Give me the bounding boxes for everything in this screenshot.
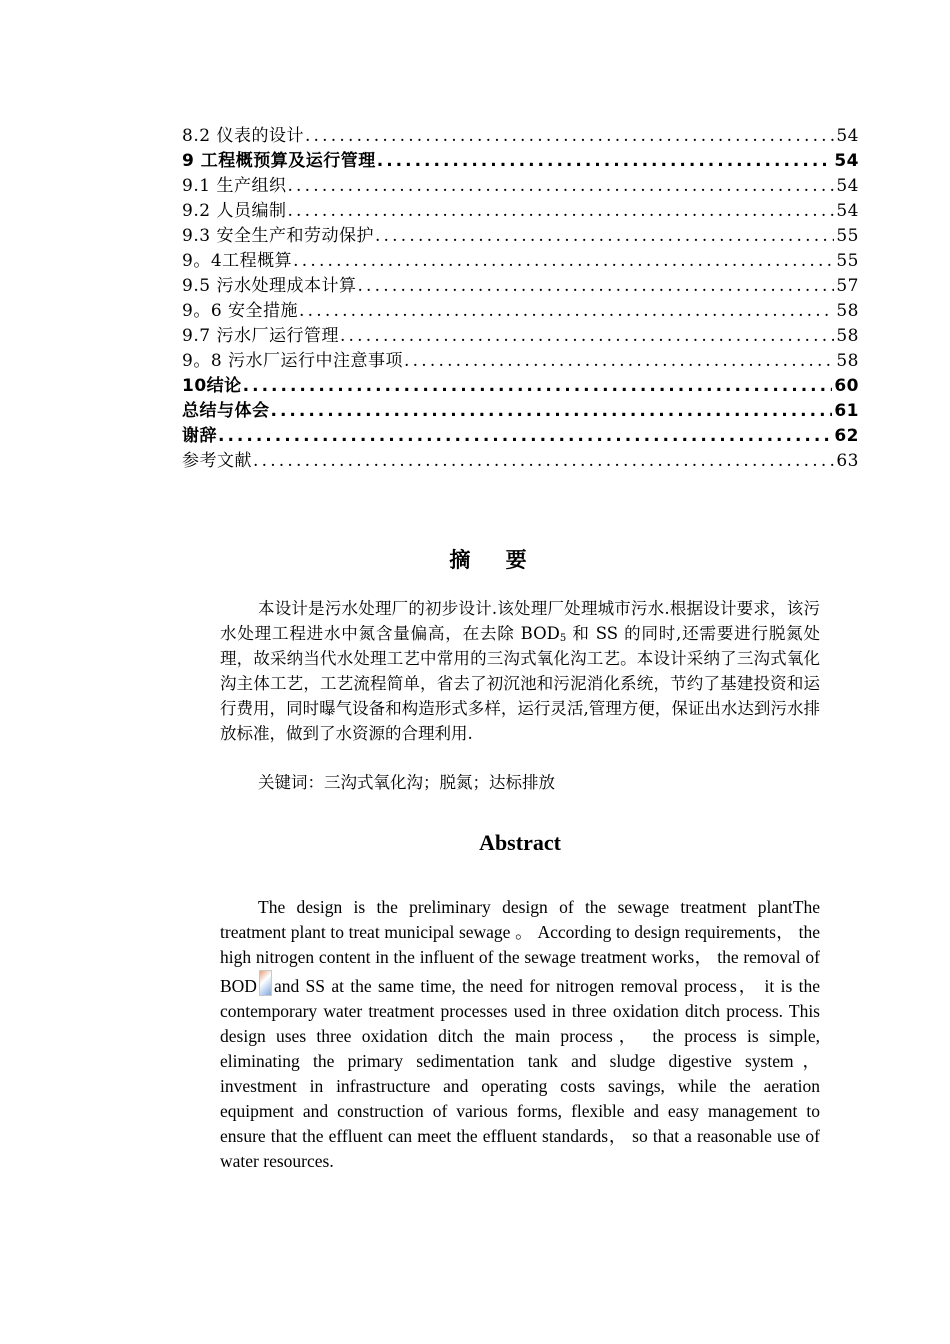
- toc-entry[interactable]: [182, 424, 859, 449]
- toc-entry-title: 9 工程概预算及运行管理: [182, 151, 376, 171]
- abstract-en-body: [220, 895, 820, 1174]
- toc-entry-page: 58: [836, 301, 859, 321]
- toc-entry[interactable]: [182, 274, 859, 299]
- toc-entry[interactable]: [182, 349, 859, 374]
- toc-dot-leader: [357, 274, 834, 299]
- toc-dot-leader: [340, 324, 834, 349]
- toc-entry[interactable]: [182, 399, 859, 424]
- broken-image-icon: [259, 970, 272, 996]
- toc-entry[interactable]: [182, 449, 859, 474]
- toc-dot-leader: [218, 424, 832, 449]
- toc-entry-title: 总结与体会: [182, 401, 270, 421]
- toc-entry-page: 61: [834, 401, 859, 421]
- toc-entry[interactable]: [182, 299, 859, 324]
- toc-dot-leader: [271, 399, 833, 424]
- toc-entry-title: 9.5 污水处理成本计算: [182, 276, 357, 296]
- toc-dot-leader: [305, 124, 834, 149]
- toc-entry[interactable]: [182, 249, 859, 274]
- toc-dot-leader: [253, 449, 834, 474]
- abstract-cn-text-1: 本设计是污水处理厂的初步设计.该处理厂处理城市污水.根据设计要求，该污水处理工程进水中氮含量偏高，在去除 BOD: [220, 599, 820, 643]
- toc-entry-title: 9.7 污水厂运行管理: [182, 326, 339, 346]
- toc-entry-title: 9。8 污水厂运行中注意事项: [182, 351, 404, 371]
- toc-entry-page: 62: [834, 426, 859, 446]
- toc-entry[interactable]: [182, 199, 859, 224]
- abstract-en-title: Abstract: [479, 830, 561, 855]
- toc-entry-title: 9。4工程概算: [182, 251, 293, 271]
- toc-entry-page: 55: [836, 251, 859, 271]
- abstract-cn-body: [220, 596, 820, 746]
- abstract-cn-text-2: 和 SS 的同时,还需要进行脱氮处理，故采纳当代水处理工艺中常用的三沟式氧化沟工艺。本设计采纳了三沟式氧化沟主体工艺，工艺流程简单，省去了初沉池和污泥消化系统，节约了基建投资和运行费用，同时曝气设备和构造形式多样，运行灵活,管理方便，保证出水达到污水排放标准，做到了水资源的合理利用.: [220, 624, 820, 743]
- toc-entry-title: 9.2 人员编制: [182, 201, 287, 221]
- toc-entry-title: 参考文献: [182, 451, 252, 471]
- toc-entry-title: 8.2 仪表的设计: [182, 126, 304, 146]
- toc-dot-leader: [377, 149, 833, 174]
- toc-dot-leader: [287, 174, 834, 199]
- toc-entry-page: 58: [836, 351, 859, 371]
- toc-dot-leader: [375, 224, 834, 249]
- toc-dot-leader: [287, 199, 834, 224]
- toc-entry-title: 9.3 安全生产和劳动保护: [182, 226, 374, 246]
- toc-entry-page: 58: [836, 326, 859, 346]
- toc-entry[interactable]: [182, 374, 859, 399]
- toc-entry-title: 10结论: [182, 376, 242, 396]
- abstract-en-text-2: and SS at the same time, the need for nitrogen removal process， it is the contemporary water treatment processes used in three oxidation ditch process. This design uses three oxidation ditch the main process， the process is simple, eliminating the primary sedimentation tank and sludge digestive system， investment in infrastructure and operating costs savings, while the aeration equipment and construction of various forms, flexible and easy management to ensure that the effluent can meet the effluent standards， so that a reasonable use of water resources.: [220, 976, 820, 1171]
- toc-entry[interactable]: [182, 174, 859, 199]
- toc-entry-page: 54: [836, 176, 859, 196]
- toc-entry-page: 54: [836, 126, 859, 146]
- toc-entry[interactable]: [182, 224, 859, 249]
- toc-entry-title: 9.1 生产组织: [182, 176, 287, 196]
- abstract-cn-title: 摘 要: [449, 548, 541, 572]
- toc-entry[interactable]: [182, 124, 859, 149]
- toc-entry[interactable]: [182, 324, 859, 349]
- toc-entry[interactable]: [182, 149, 859, 174]
- toc-entry-page: 57: [836, 276, 859, 296]
- toc-dot-leader: [243, 374, 833, 399]
- toc-dot-leader: [299, 299, 834, 324]
- toc-entry-page: 55: [836, 226, 859, 246]
- table-of-contents: [182, 124, 859, 474]
- toc-entry-page: 54: [834, 151, 859, 171]
- toc-entry-title: 9。6 安全措施: [182, 301, 299, 321]
- toc-dot-leader: [293, 249, 834, 274]
- abstract-en-text-1: The design is the preliminary design of the sewage treatment plantThe treatment plant to treat municipal sewage 。 According to design requirements， the high nitrogen content in the influent of the sewage treatment works， the removal of BOD: [220, 897, 820, 996]
- toc-dot-leader: [404, 349, 834, 374]
- keywords: 关键词：三沟式氧化沟；脱氮；达标排放: [258, 773, 555, 792]
- toc-entry-title: 谢辞: [182, 426, 217, 446]
- toc-entry-page: 60: [834, 376, 859, 396]
- toc-entry-page: 63: [836, 451, 859, 471]
- bod-subscript: 5: [559, 633, 567, 644]
- toc-entry-page: 54: [836, 201, 859, 221]
